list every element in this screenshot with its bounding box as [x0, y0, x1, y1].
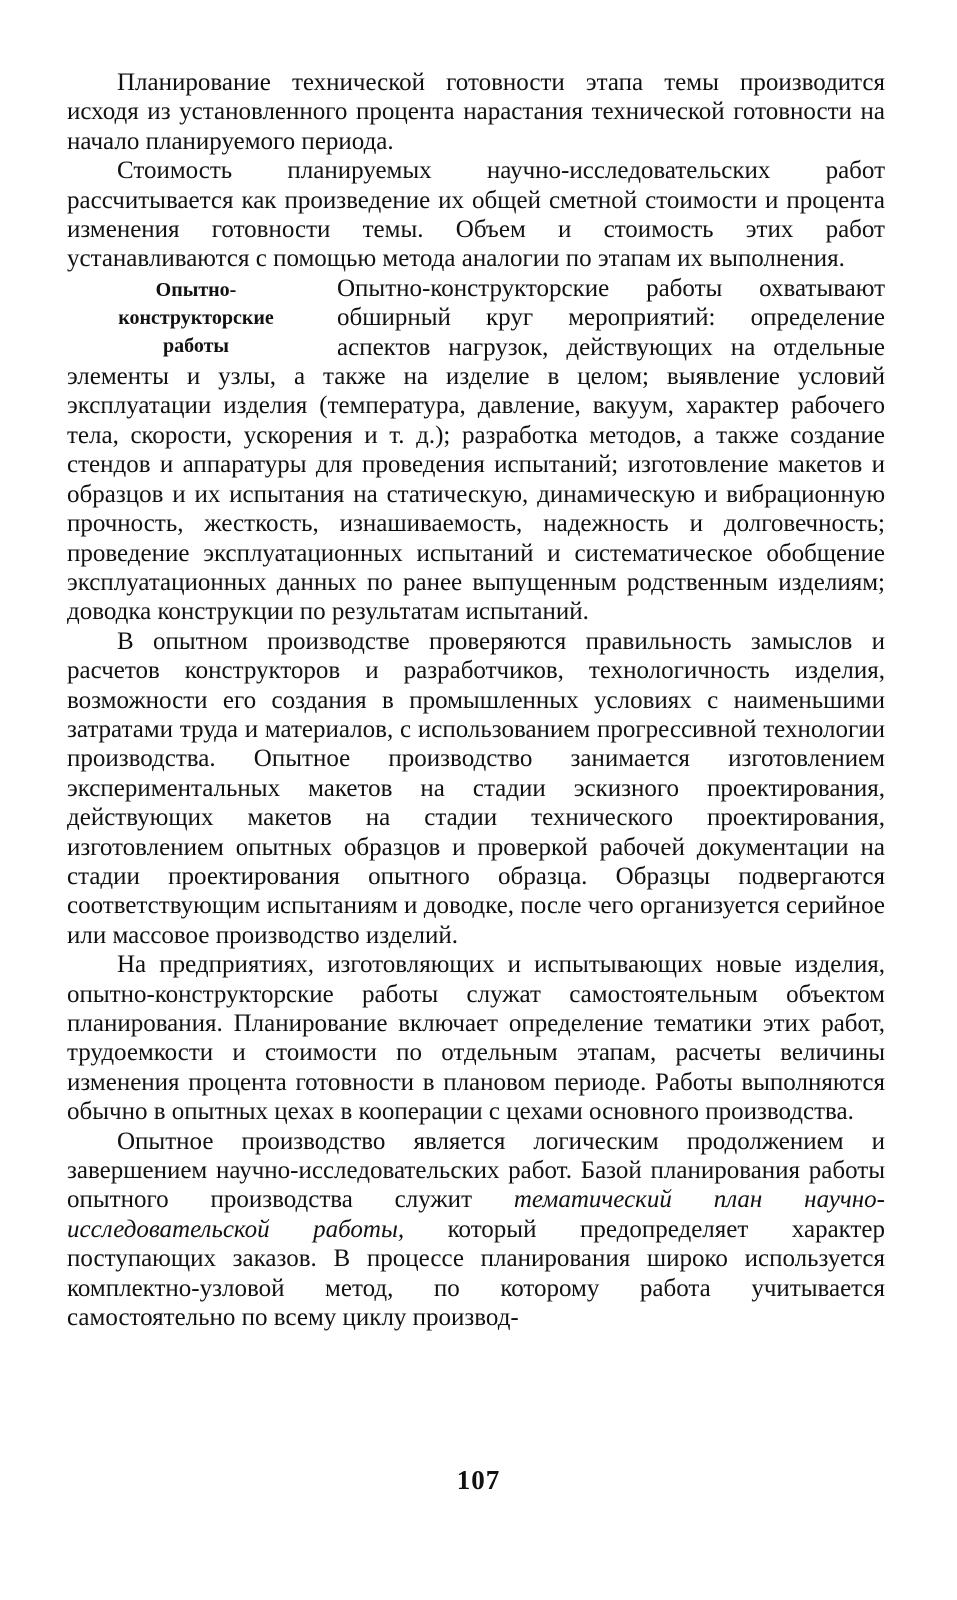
paragraph-4: В опытном производстве проверяются правильность замыслов и расчетов конструкторов и разработчиков, технологичность изделия, возможности его создания в промышленных условиях с наименьшими затратами труда и материалов, с использованием прогрессивной технологии производства. Опытное производство занимается изготовлением экспериментальных макетов на стадии эскизного проектирования, действующих макетов на стадии технического проектирования, изготовлением опытных образцов и проверкой рабочей документации на стадии проектирования опытного образца. Образцы подвергаются соответствующим испытаниям и доводке, после чего организуется серийное или массовое производство изделий. [67, 627, 885, 949]
paragraph-2: Стоимость планируемых научно-исследовательских работ рассчитывается как произведение их общей сметной стоимости и процента изменения готовности темы. Объем и стоимость этих работ устанавливаются с помощью метода аналогии по этапам их выполнения. [67, 157, 885, 273]
margin-heading-line-1: Опытно- [155, 278, 237, 301]
paragraph-5: На предприятиях, изготовляющих и испытывающих новые изделия, опытно-конструкторские работы служат самостоятельным объектом планирования. Планирование включает определение тематики этих работ, трудоемкости и стоимости по отдельным этапам, расчеты величины изменения процента готовности в плановом периоде. Работы выполняются обычно в опытных цехах в кооперации с цехами основного производства. [67, 951, 885, 1126]
margin-heading [67, 276, 325, 360]
paragraph-6-text-start: Опытное производство является логическим продолжением и завершением научно-исследовательских работ. Базой планирования работы опытного производства служит [67, 1127, 885, 1214]
paragraph-6 [67, 1127, 885, 1333]
margin-heading-line-3: работы [162, 334, 230, 357]
paragraph-6-text-end: который предопределяет характер поступающих заказов. В процессе планирования широко используется комплектно-узловой метод, по которому работа учитывается самостоятельно по всему циклу производ- [67, 1215, 886, 1332]
margin-heading-line-2: конструкторские [118, 306, 274, 329]
section-experimental-design [67, 274, 885, 627]
page-number: 107 [456, 1465, 501, 1495]
paragraph-3: Опытно-конструкторские работы охватывают обширный круг мероприятий: определение аспектов нагрузок, действующих на отдельные элементы и узлы, а также на изделие в целом; выявление условий эксплуатации изделия (температура, давление, вакуум, характер рабочего тела, скорости, ускорения и т. д.); разработка методов, а также создание стендов и аппаратуры для проведения испытаний; изготовление макетов и образцов и их испытания на статическую, динамическую и вибрационную прочность, жесткость, изнашиваемость, надежность и долговечность; проведение эксплуатационных испытаний и систематическое обобщение эксплуатационных данных по ранее выпущенным родственным изделиям; доводка конструкции по результатам испытаний. [67, 274, 885, 626]
paragraph-1: Планирование технической готовности этапа темы производится исходя из установленного процента нарастания технической готовности на начало планируемого периода. [67, 69, 885, 155]
paragraph-6-italic-term: тематический план научно-исследовательской работы, [67, 1186, 885, 1243]
